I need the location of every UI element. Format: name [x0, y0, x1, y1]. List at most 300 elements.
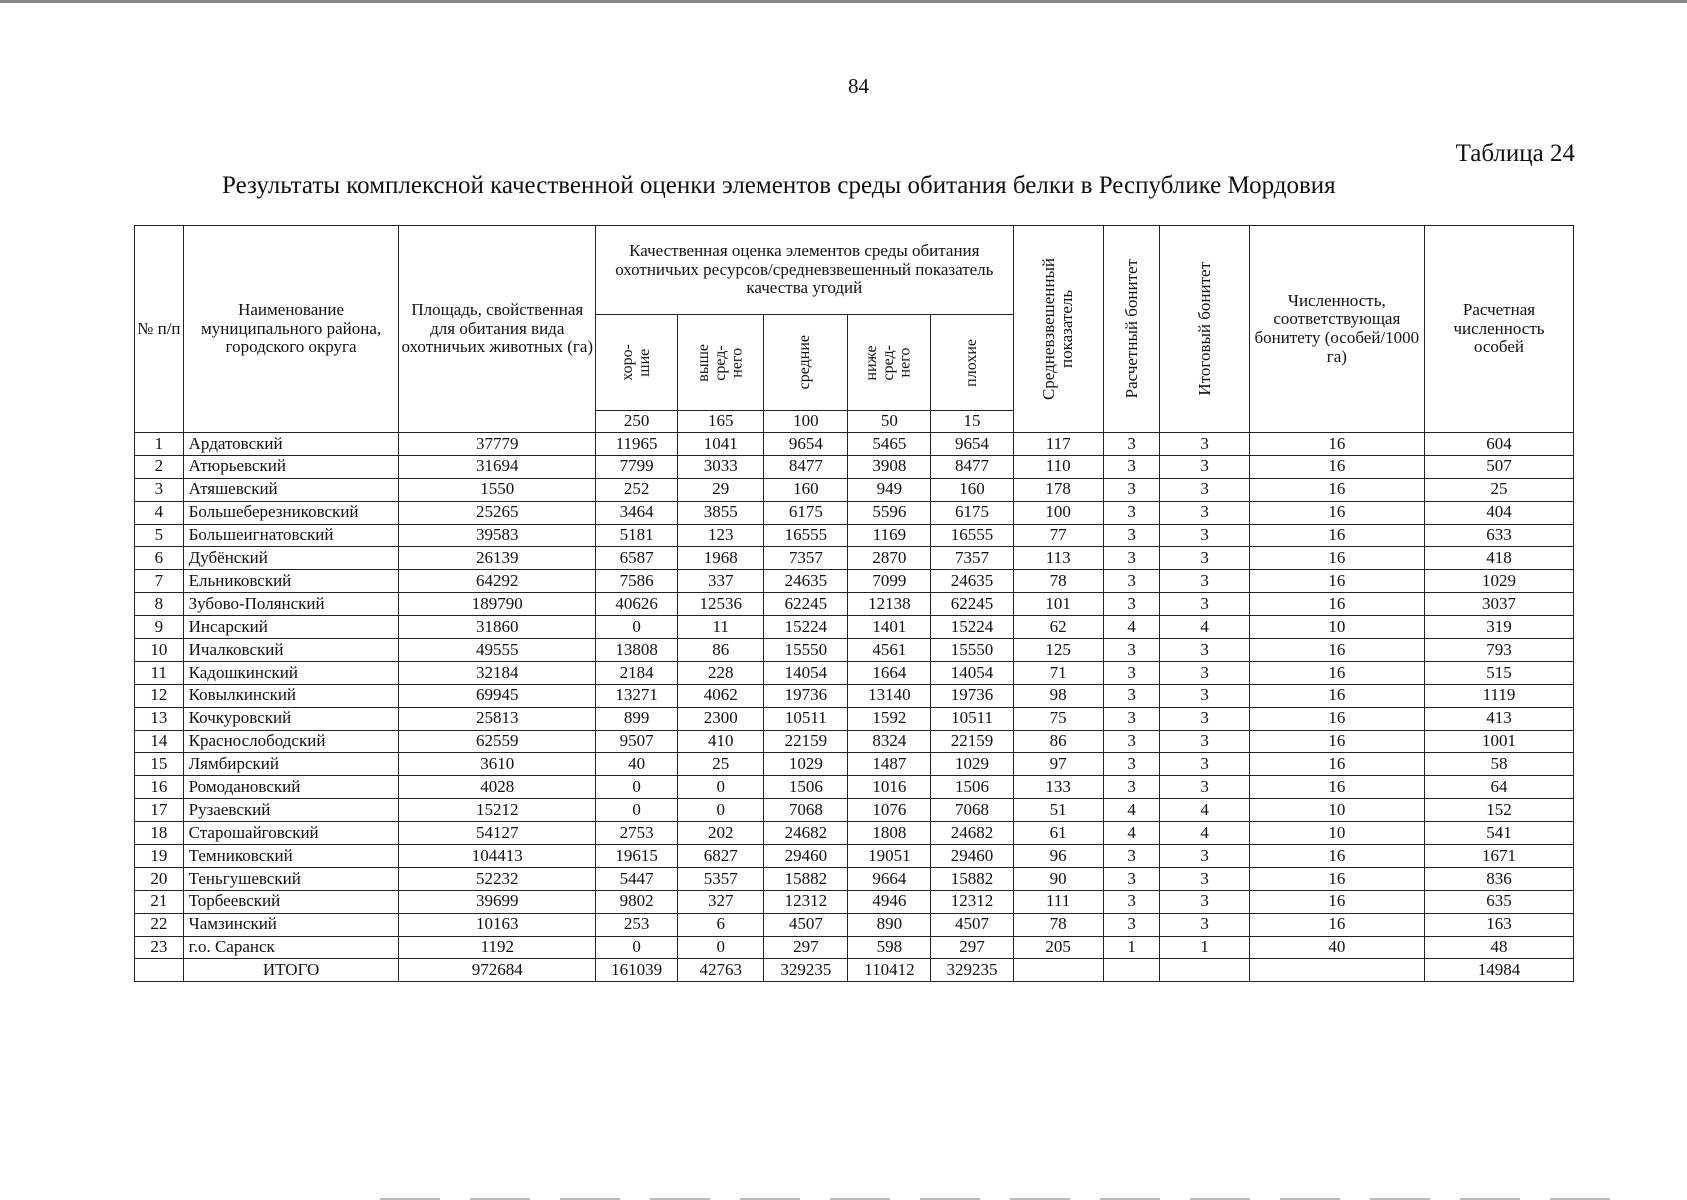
cell-quality-above-avg: 228	[678, 661, 764, 684]
cell-avg-index: 100	[1013, 501, 1103, 524]
table-row	[135, 867, 1574, 890]
cell-quality-good: 0	[596, 936, 678, 959]
cell-district-name: Теньгушевский	[183, 867, 399, 890]
cell-calc-bonitet: 4	[1103, 822, 1160, 845]
cell-final-bonitet: 3	[1160, 776, 1249, 799]
cell-avg-index: 90	[1013, 867, 1103, 890]
cell-avg-index: 86	[1013, 730, 1103, 753]
cell-quality-avg: 160	[764, 478, 848, 501]
cell-calc-bonitet: 1	[1103, 936, 1160, 959]
cell-quality-avg: 297	[764, 936, 848, 959]
total-label: ИТОГО	[183, 959, 399, 982]
cell-quality-below-avg: 1664	[848, 661, 931, 684]
header-num: № п/п	[135, 226, 184, 433]
cell-area: 39699	[399, 890, 596, 913]
cell-calc-count: 152	[1424, 799, 1573, 822]
cell-quality-above-avg: 6	[678, 913, 764, 936]
total-q3: 329235	[764, 959, 848, 982]
total-empty-density	[1249, 959, 1424, 982]
header-calc-bonitet-text: Расчетный бонитет	[1121, 259, 1141, 399]
cell-area: 4028	[399, 776, 596, 799]
cell-density: 10	[1249, 822, 1424, 845]
cell-final-bonitet: 4	[1160, 822, 1249, 845]
cell-quality-above-avg: 0	[678, 799, 764, 822]
cell-calc-bonitet: 3	[1103, 845, 1160, 868]
weight-below-avg: 50	[848, 411, 931, 433]
cell-avg-index: 205	[1013, 936, 1103, 959]
header-calc-bonitet	[1103, 226, 1160, 433]
cell-num: 5	[135, 524, 184, 547]
cell-quality-avg: 14054	[764, 661, 848, 684]
cell-quality-above-avg: 25	[678, 753, 764, 776]
cell-district-name: Кочкуровский	[183, 707, 399, 730]
cell-num: 19	[135, 845, 184, 868]
cell-avg-index: 78	[1013, 570, 1103, 593]
cell-quality-poor: 12312	[931, 890, 1013, 913]
cell-quality-avg: 62245	[764, 593, 848, 616]
cell-avg-index: 178	[1013, 478, 1103, 501]
cell-calc-bonitet: 3	[1103, 730, 1160, 753]
table-row	[135, 776, 1574, 799]
cell-calc-count: 58	[1424, 753, 1573, 776]
cell-quality-below-avg: 4946	[848, 890, 931, 913]
total-empty-avg	[1013, 959, 1103, 982]
cell-quality-good: 9507	[596, 730, 678, 753]
header-avg-index	[1013, 226, 1103, 433]
cell-num: 13	[135, 707, 184, 730]
cell-final-bonitet: 3	[1160, 913, 1249, 936]
cell-quality-avg: 6175	[764, 501, 848, 524]
table-row	[135, 570, 1574, 593]
cell-quality-good: 13271	[596, 684, 678, 707]
cell-calc-bonitet: 3	[1103, 478, 1160, 501]
weight-above-avg: 165	[678, 411, 764, 433]
cell-quality-below-avg: 1016	[848, 776, 931, 799]
cell-area: 49555	[399, 639, 596, 662]
header-quality-group: Качественная оценка элементов среды обитания охотничьих ресурсов/средневзвешенный показатель качества угодий	[596, 226, 1014, 315]
cell-avg-index: 97	[1013, 753, 1103, 776]
cell-calc-count: 1671	[1424, 845, 1573, 868]
cell-quality-good: 0	[596, 799, 678, 822]
cell-quality-avg: 24635	[764, 570, 848, 593]
header-quality-good	[596, 315, 678, 411]
cell-quality-avg: 19736	[764, 684, 848, 707]
cell-calc-count: 1001	[1424, 730, 1573, 753]
cell-final-bonitet: 3	[1160, 753, 1249, 776]
cell-quality-good: 252	[596, 478, 678, 501]
cell-quality-poor: 15882	[931, 867, 1013, 890]
cell-final-bonitet: 3	[1160, 707, 1249, 730]
cell-quality-poor: 8477	[931, 455, 1013, 478]
cell-density: 16	[1249, 753, 1424, 776]
cell-density: 16	[1249, 524, 1424, 547]
cell-quality-above-avg: 3855	[678, 501, 764, 524]
header-avg-index-text: Средневзвешенный показатель	[1039, 257, 1077, 401]
cell-num: 12	[135, 684, 184, 707]
cell-district-name: Кадошкинский	[183, 661, 399, 684]
cell-num: 8	[135, 593, 184, 616]
cell-quality-avg: 24682	[764, 822, 848, 845]
table-row	[135, 890, 1574, 913]
cell-area: 26139	[399, 547, 596, 570]
cell-final-bonitet: 4	[1160, 616, 1249, 639]
cell-district-name: Торбеевский	[183, 890, 399, 913]
cell-num: 4	[135, 501, 184, 524]
cell-final-bonitet: 3	[1160, 639, 1249, 662]
cell-calc-bonitet: 3	[1103, 593, 1160, 616]
cell-area: 1192	[399, 936, 596, 959]
cell-density: 10	[1249, 616, 1424, 639]
cell-quality-above-avg: 6827	[678, 845, 764, 868]
cell-calc-count: 1029	[1424, 570, 1573, 593]
cell-area: 62559	[399, 730, 596, 753]
cell-area: 31860	[399, 616, 596, 639]
header-quality-good-text: хоро- шие	[618, 344, 653, 381]
cell-num: 1	[135, 433, 184, 456]
cell-quality-avg: 1506	[764, 776, 848, 799]
table-row	[135, 524, 1574, 547]
cell-district-name: Атяшевский	[183, 478, 399, 501]
cell-district-name: Большеберезниковский	[183, 501, 399, 524]
cell-area: 31694	[399, 455, 596, 478]
cell-district-name: Ковылкинский	[183, 684, 399, 707]
cell-density: 16	[1249, 478, 1424, 501]
table-title: Результаты комплексной качественной оценки элементов среды обитания белки в Республике Мордовия	[222, 172, 1336, 199]
total-empty-final-bonitet	[1160, 959, 1249, 982]
cell-area: 39583	[399, 524, 596, 547]
cell-calc-bonitet: 3	[1103, 455, 1160, 478]
cell-quality-poor: 24682	[931, 822, 1013, 845]
total-row	[135, 959, 1574, 982]
cell-density: 16	[1249, 433, 1424, 456]
results-table	[134, 225, 1574, 982]
header-area: Площадь, свойственная для обитания вида охотничьих животных (га)	[399, 226, 596, 433]
table-row	[135, 501, 1574, 524]
table-row	[135, 684, 1574, 707]
cell-num: 14	[135, 730, 184, 753]
cell-final-bonitet: 3	[1160, 867, 1249, 890]
cell-area: 104413	[399, 845, 596, 868]
cell-quality-good: 6587	[596, 547, 678, 570]
cell-quality-avg: 16555	[764, 524, 848, 547]
cell-density: 40	[1249, 936, 1424, 959]
cell-quality-poor: 15224	[931, 616, 1013, 639]
cell-calc-count: 404	[1424, 501, 1573, 524]
cell-calc-bonitet: 3	[1103, 524, 1160, 547]
cell-district-name: Дубёнский	[183, 547, 399, 570]
cell-calc-count: 48	[1424, 936, 1573, 959]
cell-density: 16	[1249, 639, 1424, 662]
table-row	[135, 753, 1574, 776]
cell-quality-poor: 6175	[931, 501, 1013, 524]
table-label: Таблица 24	[1455, 140, 1575, 167]
cell-quality-below-avg: 3908	[848, 455, 931, 478]
weight-poor: 15	[931, 411, 1013, 433]
cell-quality-below-avg: 5596	[848, 501, 931, 524]
cell-district-name: Атюрьевский	[183, 455, 399, 478]
cell-area: 52232	[399, 867, 596, 890]
cell-calc-bonitet: 4	[1103, 799, 1160, 822]
cell-district-name: Лямбирский	[183, 753, 399, 776]
cell-density: 16	[1249, 593, 1424, 616]
cell-final-bonitet: 3	[1160, 547, 1249, 570]
cell-final-bonitet: 3	[1160, 661, 1249, 684]
cell-avg-index: 62	[1013, 616, 1103, 639]
cell-quality-poor: 4507	[931, 913, 1013, 936]
cell-final-bonitet: 3	[1160, 730, 1249, 753]
table-row	[135, 455, 1574, 478]
table-row	[135, 547, 1574, 570]
page-number: 84	[848, 74, 869, 98]
cell-avg-index: 75	[1013, 707, 1103, 730]
cell-num: 15	[135, 753, 184, 776]
cell-num: 9	[135, 616, 184, 639]
cell-final-bonitet: 1	[1160, 936, 1249, 959]
cell-quality-poor: 15550	[931, 639, 1013, 662]
cell-quality-avg: 15550	[764, 639, 848, 662]
cell-quality-below-avg: 9664	[848, 867, 931, 890]
cell-quality-poor: 1029	[931, 753, 1013, 776]
cell-density: 16	[1249, 661, 1424, 684]
cell-quality-above-avg: 12536	[678, 593, 764, 616]
cell-density: 16	[1249, 684, 1424, 707]
total-empty-num	[135, 959, 184, 982]
cell-quality-below-avg: 1808	[848, 822, 931, 845]
cell-quality-above-avg: 202	[678, 822, 764, 845]
cell-density: 16	[1249, 730, 1424, 753]
table-row	[135, 661, 1574, 684]
cell-calc-bonitet: 3	[1103, 639, 1160, 662]
cell-area: 69945	[399, 684, 596, 707]
table-row	[135, 707, 1574, 730]
cell-density: 16	[1249, 547, 1424, 570]
cell-calc-bonitet: 3	[1103, 776, 1160, 799]
header-calc-count: Расчетная численность особей	[1424, 226, 1573, 433]
cell-calc-count: 836	[1424, 867, 1573, 890]
cell-quality-poor: 9654	[931, 433, 1013, 456]
cell-quality-below-avg: 1169	[848, 524, 931, 547]
cell-quality-below-avg: 7099	[848, 570, 931, 593]
cell-quality-below-avg: 2870	[848, 547, 931, 570]
table-row	[135, 822, 1574, 845]
total-q5: 329235	[931, 959, 1013, 982]
cell-quality-good: 9802	[596, 890, 678, 913]
cell-quality-below-avg: 19051	[848, 845, 931, 868]
cell-quality-good: 5181	[596, 524, 678, 547]
cell-calc-count: 413	[1424, 707, 1573, 730]
cell-density: 16	[1249, 845, 1424, 868]
cell-final-bonitet: 3	[1160, 501, 1249, 524]
cell-density: 16	[1249, 501, 1424, 524]
table-row	[135, 639, 1574, 662]
cell-density: 16	[1249, 455, 1424, 478]
cell-avg-index: 98	[1013, 684, 1103, 707]
cell-calc-count: 604	[1424, 433, 1573, 456]
cell-final-bonitet: 3	[1160, 593, 1249, 616]
cell-density: 16	[1249, 707, 1424, 730]
table-row	[135, 799, 1574, 822]
cell-quality-good: 7799	[596, 455, 678, 478]
cell-area: 3610	[399, 753, 596, 776]
cell-quality-poor: 62245	[931, 593, 1013, 616]
cell-quality-good: 2753	[596, 822, 678, 845]
cell-quality-above-avg: 29	[678, 478, 764, 501]
cell-avg-index: 77	[1013, 524, 1103, 547]
cell-quality-good: 40	[596, 753, 678, 776]
cell-quality-below-avg: 949	[848, 478, 931, 501]
cell-quality-good: 13808	[596, 639, 678, 662]
cell-calc-count: 507	[1424, 455, 1573, 478]
cell-area: 64292	[399, 570, 596, 593]
cell-calc-bonitet: 3	[1103, 501, 1160, 524]
cell-district-name: Инсарский	[183, 616, 399, 639]
cell-num: 6	[135, 547, 184, 570]
cell-avg-index: 110	[1013, 455, 1103, 478]
cell-calc-bonitet: 3	[1103, 433, 1160, 456]
header-density: Численность, соответствующая бонитету (особей/1000 га)	[1249, 226, 1424, 433]
cell-avg-index: 125	[1013, 639, 1103, 662]
cell-quality-above-avg: 86	[678, 639, 764, 662]
cell-quality-avg: 8477	[764, 455, 848, 478]
cell-avg-index: 61	[1013, 822, 1103, 845]
cell-final-bonitet: 4	[1160, 799, 1249, 822]
cell-num: 2	[135, 455, 184, 478]
total-q1: 161039	[596, 959, 678, 982]
total-calc-count: 14984	[1424, 959, 1573, 982]
cell-quality-good: 7586	[596, 570, 678, 593]
cell-area: 37779	[399, 433, 596, 456]
header-quality-above-avg-text: выше сред- него	[694, 343, 746, 382]
cell-quality-good: 253	[596, 913, 678, 936]
cell-final-bonitet: 3	[1160, 433, 1249, 456]
table-row	[135, 593, 1574, 616]
cell-quality-avg: 9654	[764, 433, 848, 456]
header-name: Наименование муниципального района, городского округа	[183, 226, 399, 433]
cell-calc-count: 541	[1424, 822, 1573, 845]
cell-density: 16	[1249, 913, 1424, 936]
header-quality-above-avg	[678, 315, 764, 411]
cell-density: 16	[1249, 776, 1424, 799]
cell-calc-count: 635	[1424, 890, 1573, 913]
cell-quality-good: 0	[596, 616, 678, 639]
cell-area: 54127	[399, 822, 596, 845]
cell-avg-index: 101	[1013, 593, 1103, 616]
cell-calc-count: 633	[1424, 524, 1573, 547]
cell-quality-good: 3464	[596, 501, 678, 524]
cell-quality-poor: 160	[931, 478, 1013, 501]
cell-quality-above-avg: 2300	[678, 707, 764, 730]
cell-calc-bonitet: 3	[1103, 753, 1160, 776]
cell-quality-below-avg: 4561	[848, 639, 931, 662]
cell-quality-below-avg: 1592	[848, 707, 931, 730]
cell-final-bonitet: 3	[1160, 524, 1249, 547]
total-empty-calc-bonitet	[1103, 959, 1160, 982]
cell-calc-bonitet: 4	[1103, 616, 1160, 639]
cell-quality-above-avg: 11	[678, 616, 764, 639]
cell-quality-poor: 24635	[931, 570, 1013, 593]
scan-top-edge	[0, 0, 1687, 3]
cell-quality-poor: 29460	[931, 845, 1013, 868]
cell-quality-poor: 16555	[931, 524, 1013, 547]
weight-good: 250	[596, 411, 678, 433]
cell-num: 23	[135, 936, 184, 959]
cell-final-bonitet: 3	[1160, 478, 1249, 501]
cell-final-bonitet: 3	[1160, 684, 1249, 707]
cell-quality-below-avg: 1487	[848, 753, 931, 776]
cell-num: 11	[135, 661, 184, 684]
table-row	[135, 433, 1574, 456]
cell-district-name: Ичалковский	[183, 639, 399, 662]
weight-avg: 100	[764, 411, 848, 433]
cell-quality-avg: 4507	[764, 913, 848, 936]
cell-quality-good: 2184	[596, 661, 678, 684]
cell-quality-poor: 19736	[931, 684, 1013, 707]
cell-quality-good: 0	[596, 776, 678, 799]
cell-calc-count: 319	[1424, 616, 1573, 639]
cell-quality-above-avg: 4062	[678, 684, 764, 707]
cell-calc-count: 3037	[1424, 593, 1573, 616]
cell-quality-avg: 7068	[764, 799, 848, 822]
total-q2: 42763	[678, 959, 764, 982]
cell-calc-bonitet: 3	[1103, 547, 1160, 570]
cell-calc-bonitet: 3	[1103, 867, 1160, 890]
cell-quality-good: 899	[596, 707, 678, 730]
cell-area: 32184	[399, 661, 596, 684]
cell-quality-avg: 15882	[764, 867, 848, 890]
cell-calc-bonitet: 3	[1103, 707, 1160, 730]
cell-calc-count: 418	[1424, 547, 1573, 570]
cell-area: 10163	[399, 913, 596, 936]
cell-calc-count: 793	[1424, 639, 1573, 662]
cell-num: 16	[135, 776, 184, 799]
cell-district-name: Рузаевский	[183, 799, 399, 822]
cell-area: 25813	[399, 707, 596, 730]
cell-quality-above-avg: 0	[678, 776, 764, 799]
cell-density: 10	[1249, 799, 1424, 822]
cell-quality-poor: 7068	[931, 799, 1013, 822]
cell-district-name: Темниковский	[183, 845, 399, 868]
header-final-bonitet	[1160, 226, 1249, 433]
cell-calc-count: 515	[1424, 661, 1573, 684]
cell-final-bonitet: 3	[1160, 570, 1249, 593]
cell-avg-index: 51	[1013, 799, 1103, 822]
cell-quality-poor: 14054	[931, 661, 1013, 684]
cell-avg-index: 133	[1013, 776, 1103, 799]
cell-quality-good: 11965	[596, 433, 678, 456]
cell-quality-poor: 297	[931, 936, 1013, 959]
cell-quality-below-avg: 8324	[848, 730, 931, 753]
cell-final-bonitet: 3	[1160, 455, 1249, 478]
cell-quality-above-avg: 327	[678, 890, 764, 913]
cell-density: 16	[1249, 867, 1424, 890]
cell-quality-above-avg: 1041	[678, 433, 764, 456]
cell-district-name: Зубово-Полянский	[183, 593, 399, 616]
cell-quality-above-avg: 3033	[678, 455, 764, 478]
cell-num: 7	[135, 570, 184, 593]
cell-avg-index: 117	[1013, 433, 1103, 456]
cell-num: 20	[135, 867, 184, 890]
table-row	[135, 913, 1574, 936]
cell-num: 10	[135, 639, 184, 662]
cell-num: 21	[135, 890, 184, 913]
cell-num: 17	[135, 799, 184, 822]
cell-quality-above-avg: 123	[678, 524, 764, 547]
cell-density: 16	[1249, 890, 1424, 913]
table-row	[135, 730, 1574, 753]
cell-quality-avg: 29460	[764, 845, 848, 868]
cell-quality-avg: 22159	[764, 730, 848, 753]
cell-quality-good: 5447	[596, 867, 678, 890]
